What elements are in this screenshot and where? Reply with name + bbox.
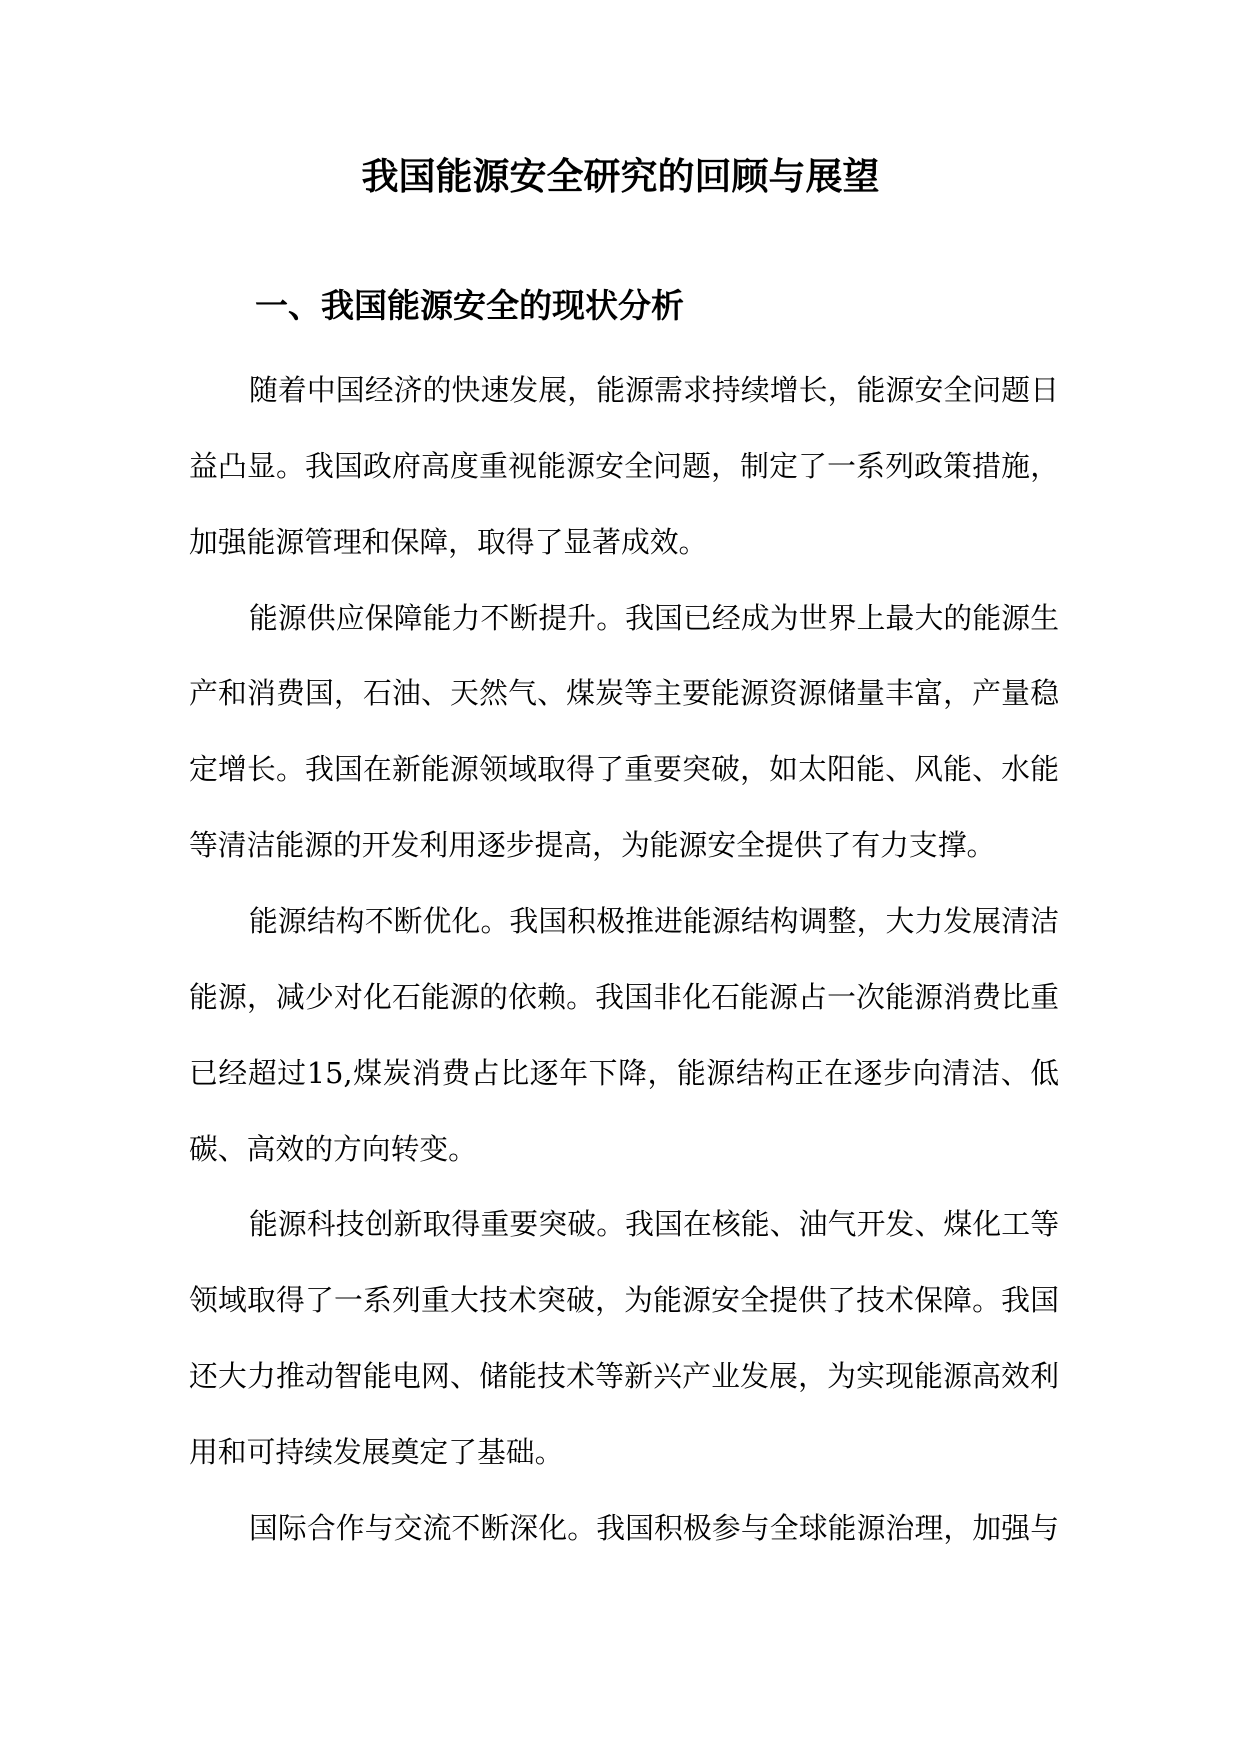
document-body	[189, 353, 1059, 1567]
paragraph	[189, 1187, 1059, 1490]
paragraph	[189, 1491, 1059, 1567]
paragraph-line: 还大力推动智能电网、储能技术等新兴产业发展，为实现能源高效利	[189, 1359, 1059, 1394]
paragraph-line: 能源供应保障能力不断提升。我国已经成为世界上最大的能源生	[249, 600, 1059, 635]
paragraph-line: 能源科技创新取得重要突破。我国在核能、油气开发、煤化工等	[249, 1207, 1059, 1242]
paragraph-line: 等清洁能源的开发利用逐步提高，为能源安全提供了有力支撑。	[189, 828, 996, 863]
paragraph-line: 国际合作与交流不断深化。我国积极参与全球能源治理，加强与	[249, 1510, 1059, 1545]
paragraph-line: 用和可持续发展奠定了基础。	[189, 1435, 564, 1470]
paragraph	[189, 884, 1059, 1187]
paragraph-line: 加强能源管理和保障，取得了显著成效。	[189, 524, 708, 559]
paragraph-line: 能源，减少对化石能源的依赖。我国非化石能源占一次能源消费比重	[189, 979, 1059, 1014]
section-heading: 一、我国能源安全的现状分析	[255, 286, 684, 325]
paragraph	[189, 581, 1059, 884]
paragraph-line: 能源结构不断优化。我国积极推进能源结构调整，大力发展清洁	[249, 904, 1059, 939]
paragraph-line: 产和消费国，石油、天然气、煤炭等主要能源资源储量丰富，产量稳	[189, 676, 1059, 711]
paragraph-line: 定增长。我国在新能源领域取得了重要突破，如太阳能、风能、水能	[189, 752, 1059, 787]
paragraph-line: 益凸显。我国政府高度重视能源安全问题，制定了一系列政策措施，	[189, 448, 1059, 483]
paragraph	[189, 353, 1059, 581]
paragraph-line: 随着中国经济的快速发展，能源需求持续增长，能源安全问题日	[249, 373, 1059, 407]
paragraph-line: 碳、高效的方向转变。	[189, 1131, 477, 1166]
paragraph-line: 领域取得了一系列重大技术突破，为能源安全提供了技术保障。我国	[189, 1283, 1059, 1318]
paragraph-line: 已经超过15,煤炭消费占比逐年下降，能源结构正在逐步向清洁、低	[189, 1055, 1059, 1090]
document-title: 我国能源安全研究的回顾与展望	[361, 154, 880, 198]
